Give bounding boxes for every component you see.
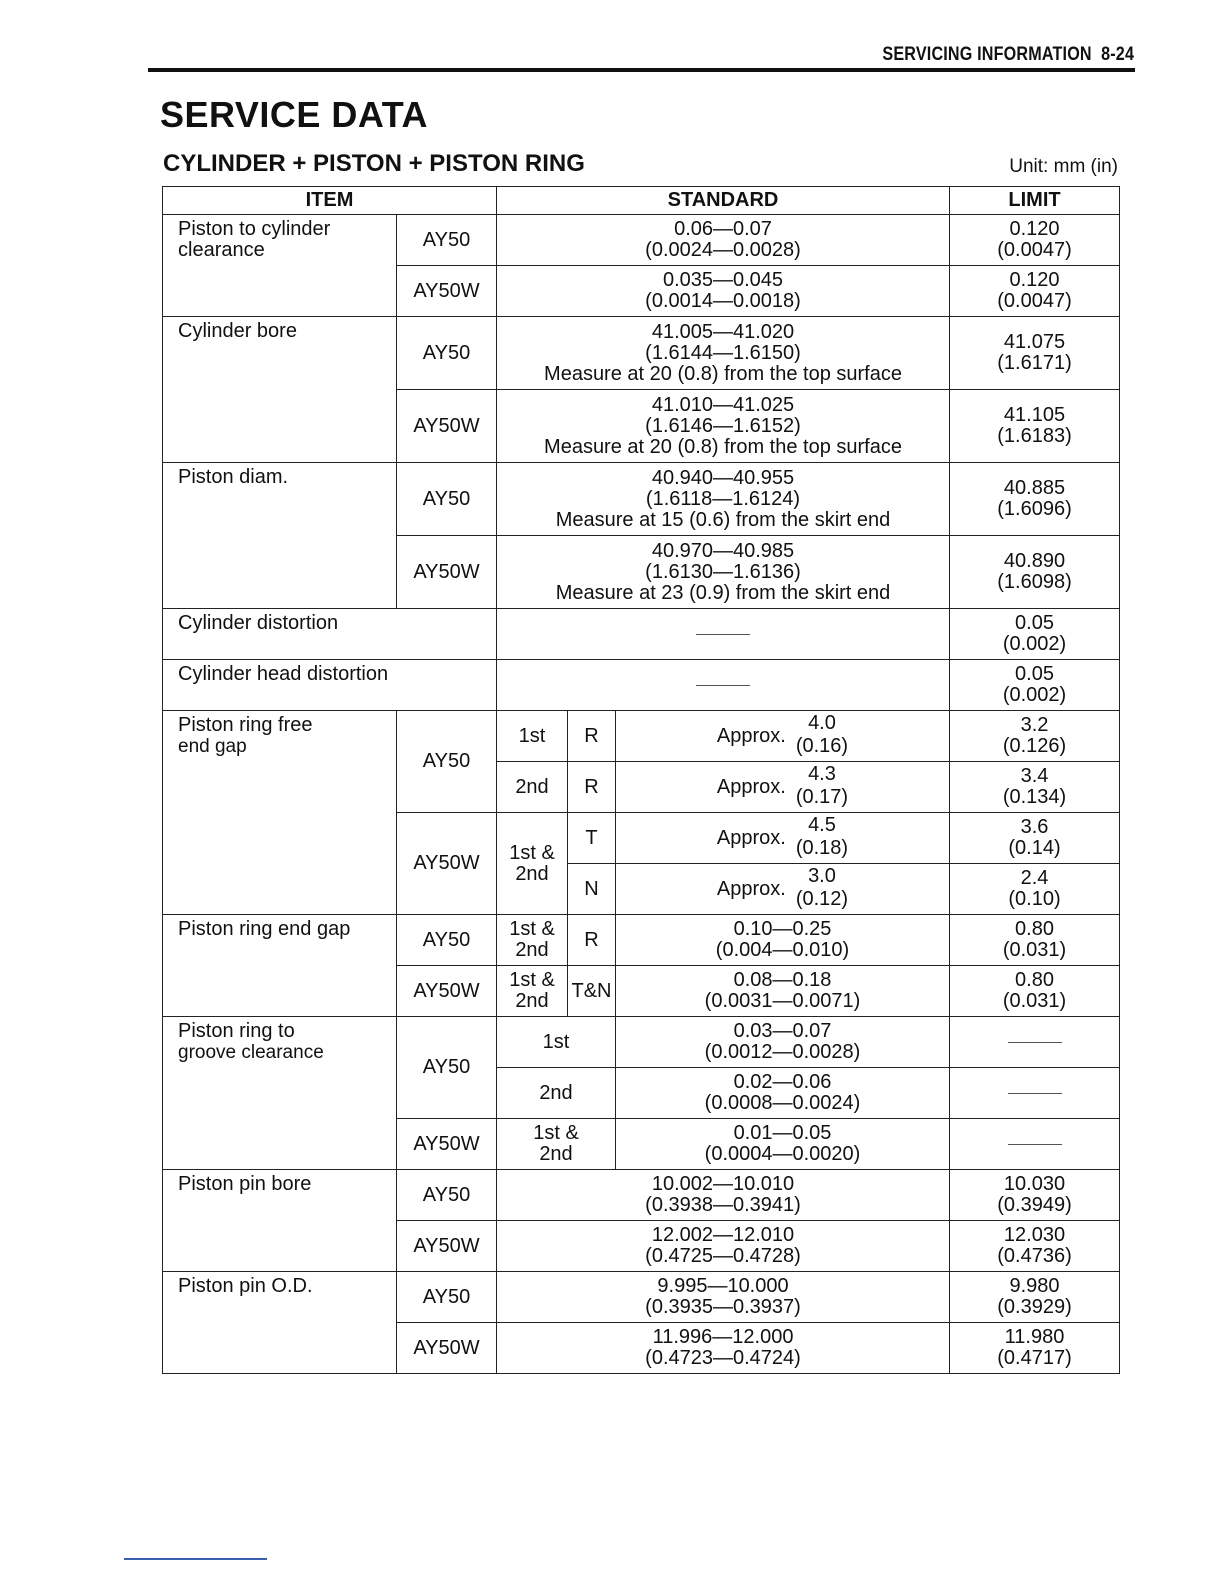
unit-label: Unit: mm (in) — [1009, 156, 1118, 177]
standard-cell: 0.03—0.07 (0.0012—0.0028) — [616, 1017, 950, 1068]
standard-cell: 40.970—40.985 (1.6130—1.6136) Measure at 23 (0.9) from the skirt end — [497, 536, 950, 609]
footer-rule — [124, 1558, 267, 1560]
table-row — [163, 317, 1120, 390]
standard-cell: 12.002—12.010 (0.4725—0.4728) — [497, 1221, 950, 1272]
table-row — [163, 711, 1120, 762]
standard-cell: Approx. 4.5 (0.18) — [616, 813, 950, 864]
ring-cell: 1st & 2nd — [497, 915, 568, 966]
item-label: Cylinder distortion — [163, 609, 497, 660]
no-value-dash — [1008, 1042, 1062, 1043]
item-label: Piston pin O.D. — [163, 1272, 397, 1374]
limit-cell: 41.075 (1.6171) — [950, 317, 1120, 390]
item-label: Piston pin bore — [163, 1170, 397, 1272]
model-cell: AY50W — [397, 966, 497, 1017]
section-name: SERVICING INFORMATION — [882, 44, 1092, 65]
standard-cell: 0.01—0.05 (0.0004—0.0020) — [616, 1119, 950, 1170]
limit-header: LIMIT — [950, 187, 1120, 215]
item-label: Cylinder head distortion — [163, 660, 497, 711]
page-number: 8-24 — [1100, 44, 1134, 65]
limit-cell: 0.120 (0.0047) — [950, 266, 1120, 317]
ring-type-cell: T&N — [568, 966, 616, 1017]
item-label: Piston ring end gap — [163, 915, 397, 1017]
table-row — [163, 1170, 1120, 1221]
model-cell: AY50 — [397, 1170, 497, 1221]
limit-cell: 11.980 (0.4717) — [950, 1323, 1120, 1374]
table-row — [163, 1272, 1120, 1323]
limit-cell: 3.6 (0.14) — [950, 813, 1120, 864]
model-cell: AY50 — [397, 317, 497, 390]
standard-cell: 41.005—41.020 (1.6144—1.6150) Measure at 20 (0.8) from the top surface — [497, 317, 950, 390]
ring-cell: 1st — [497, 711, 568, 762]
standard-cell: Approx. 4.3 (0.17) — [616, 762, 950, 813]
model-cell: AY50 — [397, 215, 497, 266]
table-row — [163, 915, 1120, 966]
header-rule — [148, 68, 1135, 72]
header-row — [163, 187, 1120, 215]
no-value-dash — [1008, 1093, 1062, 1094]
ring-cell: 2nd — [497, 762, 568, 813]
limit-cell: 3.2 (0.126) — [950, 711, 1120, 762]
item-label: Piston diam. — [163, 463, 397, 609]
standard-cell: 10.002—10.010 (0.3938—0.3941) — [497, 1170, 950, 1221]
standard-cell: 11.996—12.000 (0.4723—0.4724) — [497, 1323, 950, 1374]
ring-type-cell: R — [568, 711, 616, 762]
model-cell: AY50W — [397, 536, 497, 609]
limit-cell: 3.4 (0.134) — [950, 762, 1120, 813]
ring-type-cell: T — [568, 813, 616, 864]
model-cell: AY50 — [397, 1272, 497, 1323]
model-cell: AY50W — [397, 813, 497, 915]
no-value-dash — [696, 685, 750, 686]
limit-cell: 0.80 (0.031) — [950, 915, 1120, 966]
model-cell: AY50W — [397, 390, 497, 463]
ring-type-cell: N — [568, 864, 616, 915]
item-header: ITEM — [163, 187, 497, 215]
standard-cell: Approx. 3.0 (0.12) — [616, 864, 950, 915]
limit-cell: 40.890 (1.6098) — [950, 536, 1120, 609]
limit-cell: 9.980 (0.3929) — [950, 1272, 1120, 1323]
standard-cell: 0.035—0.045 (0.0014—0.0018) — [497, 266, 950, 317]
no-value-dash — [1008, 1144, 1062, 1145]
standard-cell — [497, 660, 950, 711]
standard-cell — [497, 609, 950, 660]
limit-cell — [950, 1068, 1120, 1119]
table-row — [163, 463, 1120, 536]
service-data-table — [162, 186, 1120, 1374]
limit-cell: 0.05 (0.002) — [950, 609, 1120, 660]
standard-cell: 41.010—41.025 (1.6146—1.6152) Measure at 20 (0.8) from the top surface — [497, 390, 950, 463]
limit-cell: 2.4 (0.10) — [950, 864, 1120, 915]
model-cell: AY50 — [397, 711, 497, 813]
model-cell: AY50W — [397, 1119, 497, 1170]
limit-cell: 0.120 (0.0047) — [950, 215, 1120, 266]
limit-cell — [950, 1119, 1120, 1170]
table-row — [163, 215, 1120, 266]
ring-cell: 1st & 2nd — [497, 813, 568, 915]
running-header — [882, 44, 1134, 66]
standard-cell: 40.940—40.955 (1.6118—1.6124) Measure at 15 (0.6) from the skirt end — [497, 463, 950, 536]
model-cell: AY50 — [397, 915, 497, 966]
ring-type-cell: R — [568, 915, 616, 966]
limit-cell — [950, 1017, 1120, 1068]
model-cell: AY50 — [397, 1017, 497, 1119]
item-label: Piston ring to groove clearance — [163, 1017, 397, 1170]
limit-cell: 12.030 (0.4736) — [950, 1221, 1120, 1272]
standard-cell: 9.995—10.000 (0.3935—0.3937) — [497, 1272, 950, 1323]
item-label: Piston ring free end gap — [163, 711, 397, 915]
table-row — [163, 660, 1120, 711]
table-row — [163, 609, 1120, 660]
limit-cell: 40.885 (1.6096) — [950, 463, 1120, 536]
item-label: Cylinder bore — [163, 317, 397, 463]
ring-type-cell: R — [568, 762, 616, 813]
standard-cell: 0.06—0.07 (0.0024—0.0028) — [497, 215, 950, 266]
model-cell: AY50 — [397, 463, 497, 536]
limit-cell: 10.030 (0.3949) — [950, 1170, 1120, 1221]
model-cell: AY50W — [397, 266, 497, 317]
standard-header: STANDARD — [497, 187, 950, 215]
standard-cell: 0.10—0.25 (0.004—0.010) — [616, 915, 950, 966]
limit-cell: 0.05 (0.002) — [950, 660, 1120, 711]
section-subtitle: CYLINDER + PISTON + PISTON RING — [163, 150, 585, 177]
ring-cell: 1st & 2nd — [497, 1119, 616, 1170]
item-label: Piston to cylinder clearance — [163, 215, 397, 317]
ring-cell: 2nd — [497, 1068, 616, 1119]
standard-cell: 0.08—0.18 (0.0031—0.0071) — [616, 966, 950, 1017]
page-title: SERVICE DATA — [160, 94, 429, 135]
ring-cell: 1st & 2nd — [497, 966, 568, 1017]
standard-cell: Approx. 4.0 (0.16) — [616, 711, 950, 762]
limit-cell: 41.105 (1.6183) — [950, 390, 1120, 463]
standard-cell: 0.02—0.06 (0.0008—0.0024) — [616, 1068, 950, 1119]
model-cell: AY50W — [397, 1323, 497, 1374]
no-value-dash — [696, 634, 750, 635]
model-cell: AY50W — [397, 1221, 497, 1272]
ring-cell: 1st — [497, 1017, 616, 1068]
table-row — [163, 1017, 1120, 1068]
limit-cell: 0.80 (0.031) — [950, 966, 1120, 1017]
